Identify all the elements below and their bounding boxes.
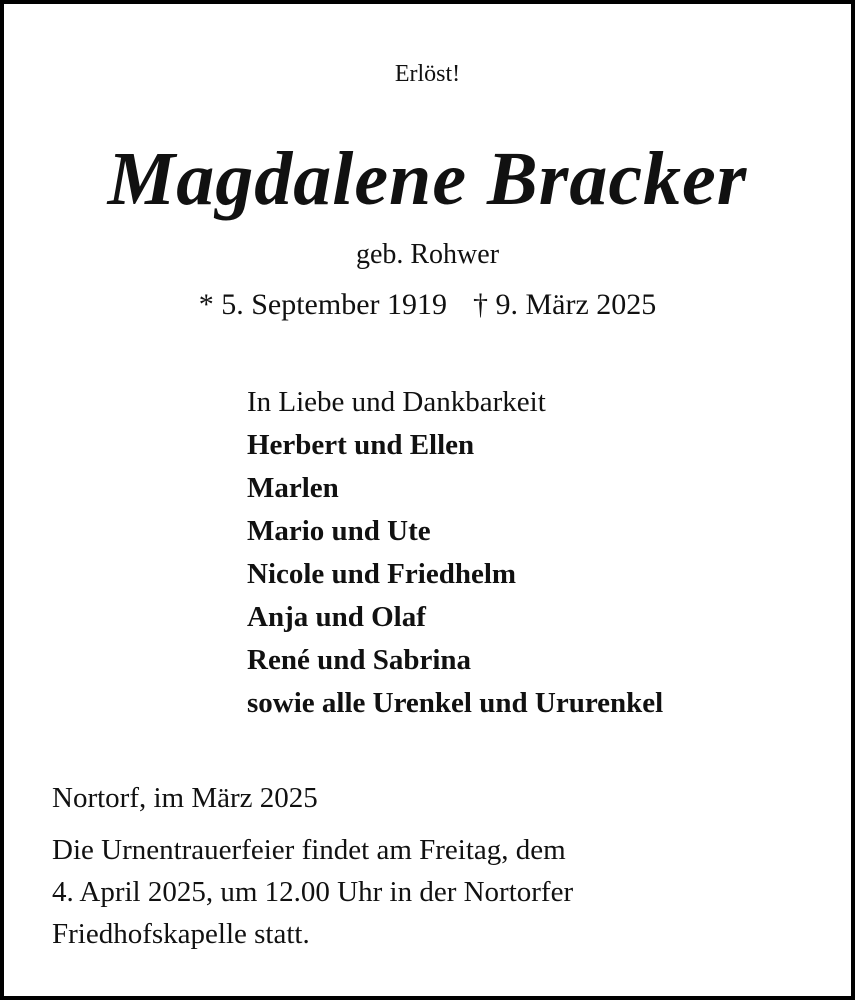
intro-text: Erlöst! [394, 61, 461, 87]
death-date: † 9. März 2025 [473, 288, 657, 321]
mourner-entry: Anja und Olaf [247, 601, 426, 633]
mourner-entry: Mario und Ute [247, 515, 431, 547]
mourners-intro: In Liebe und Dankbarkeit [247, 386, 546, 418]
maiden-name: geb. Rohwer [355, 239, 500, 270]
deceased-name: Magdalene Bracker [107, 137, 748, 221]
service-line: Die Urnentrauerfeier findet am Freitag, dem [52, 834, 566, 866]
service-line: 4. April 2025, um 12.00 Uhr in der Nortorfer [52, 876, 574, 908]
birth-date: * 5. September 1919 [198, 288, 447, 321]
mourner-entry: Herbert und Ellen [247, 429, 475, 461]
mourner-entry: sowie alle Urenkel und Ururenkel [247, 687, 664, 719]
footer-block [52, 778, 832, 956]
place-date: Nortorf, im März 2025 [52, 782, 318, 814]
service-line: Friedhofskapelle statt. [52, 918, 310, 950]
mourner-entry: René und Sabrina [247, 644, 472, 676]
mourner-entry: Nicole und Friedhelm [247, 558, 517, 590]
mourner-entry: Marlen [247, 472, 339, 504]
life-dates [4, 288, 851, 322]
mourners-block [247, 384, 663, 728]
service-info [52, 830, 832, 956]
